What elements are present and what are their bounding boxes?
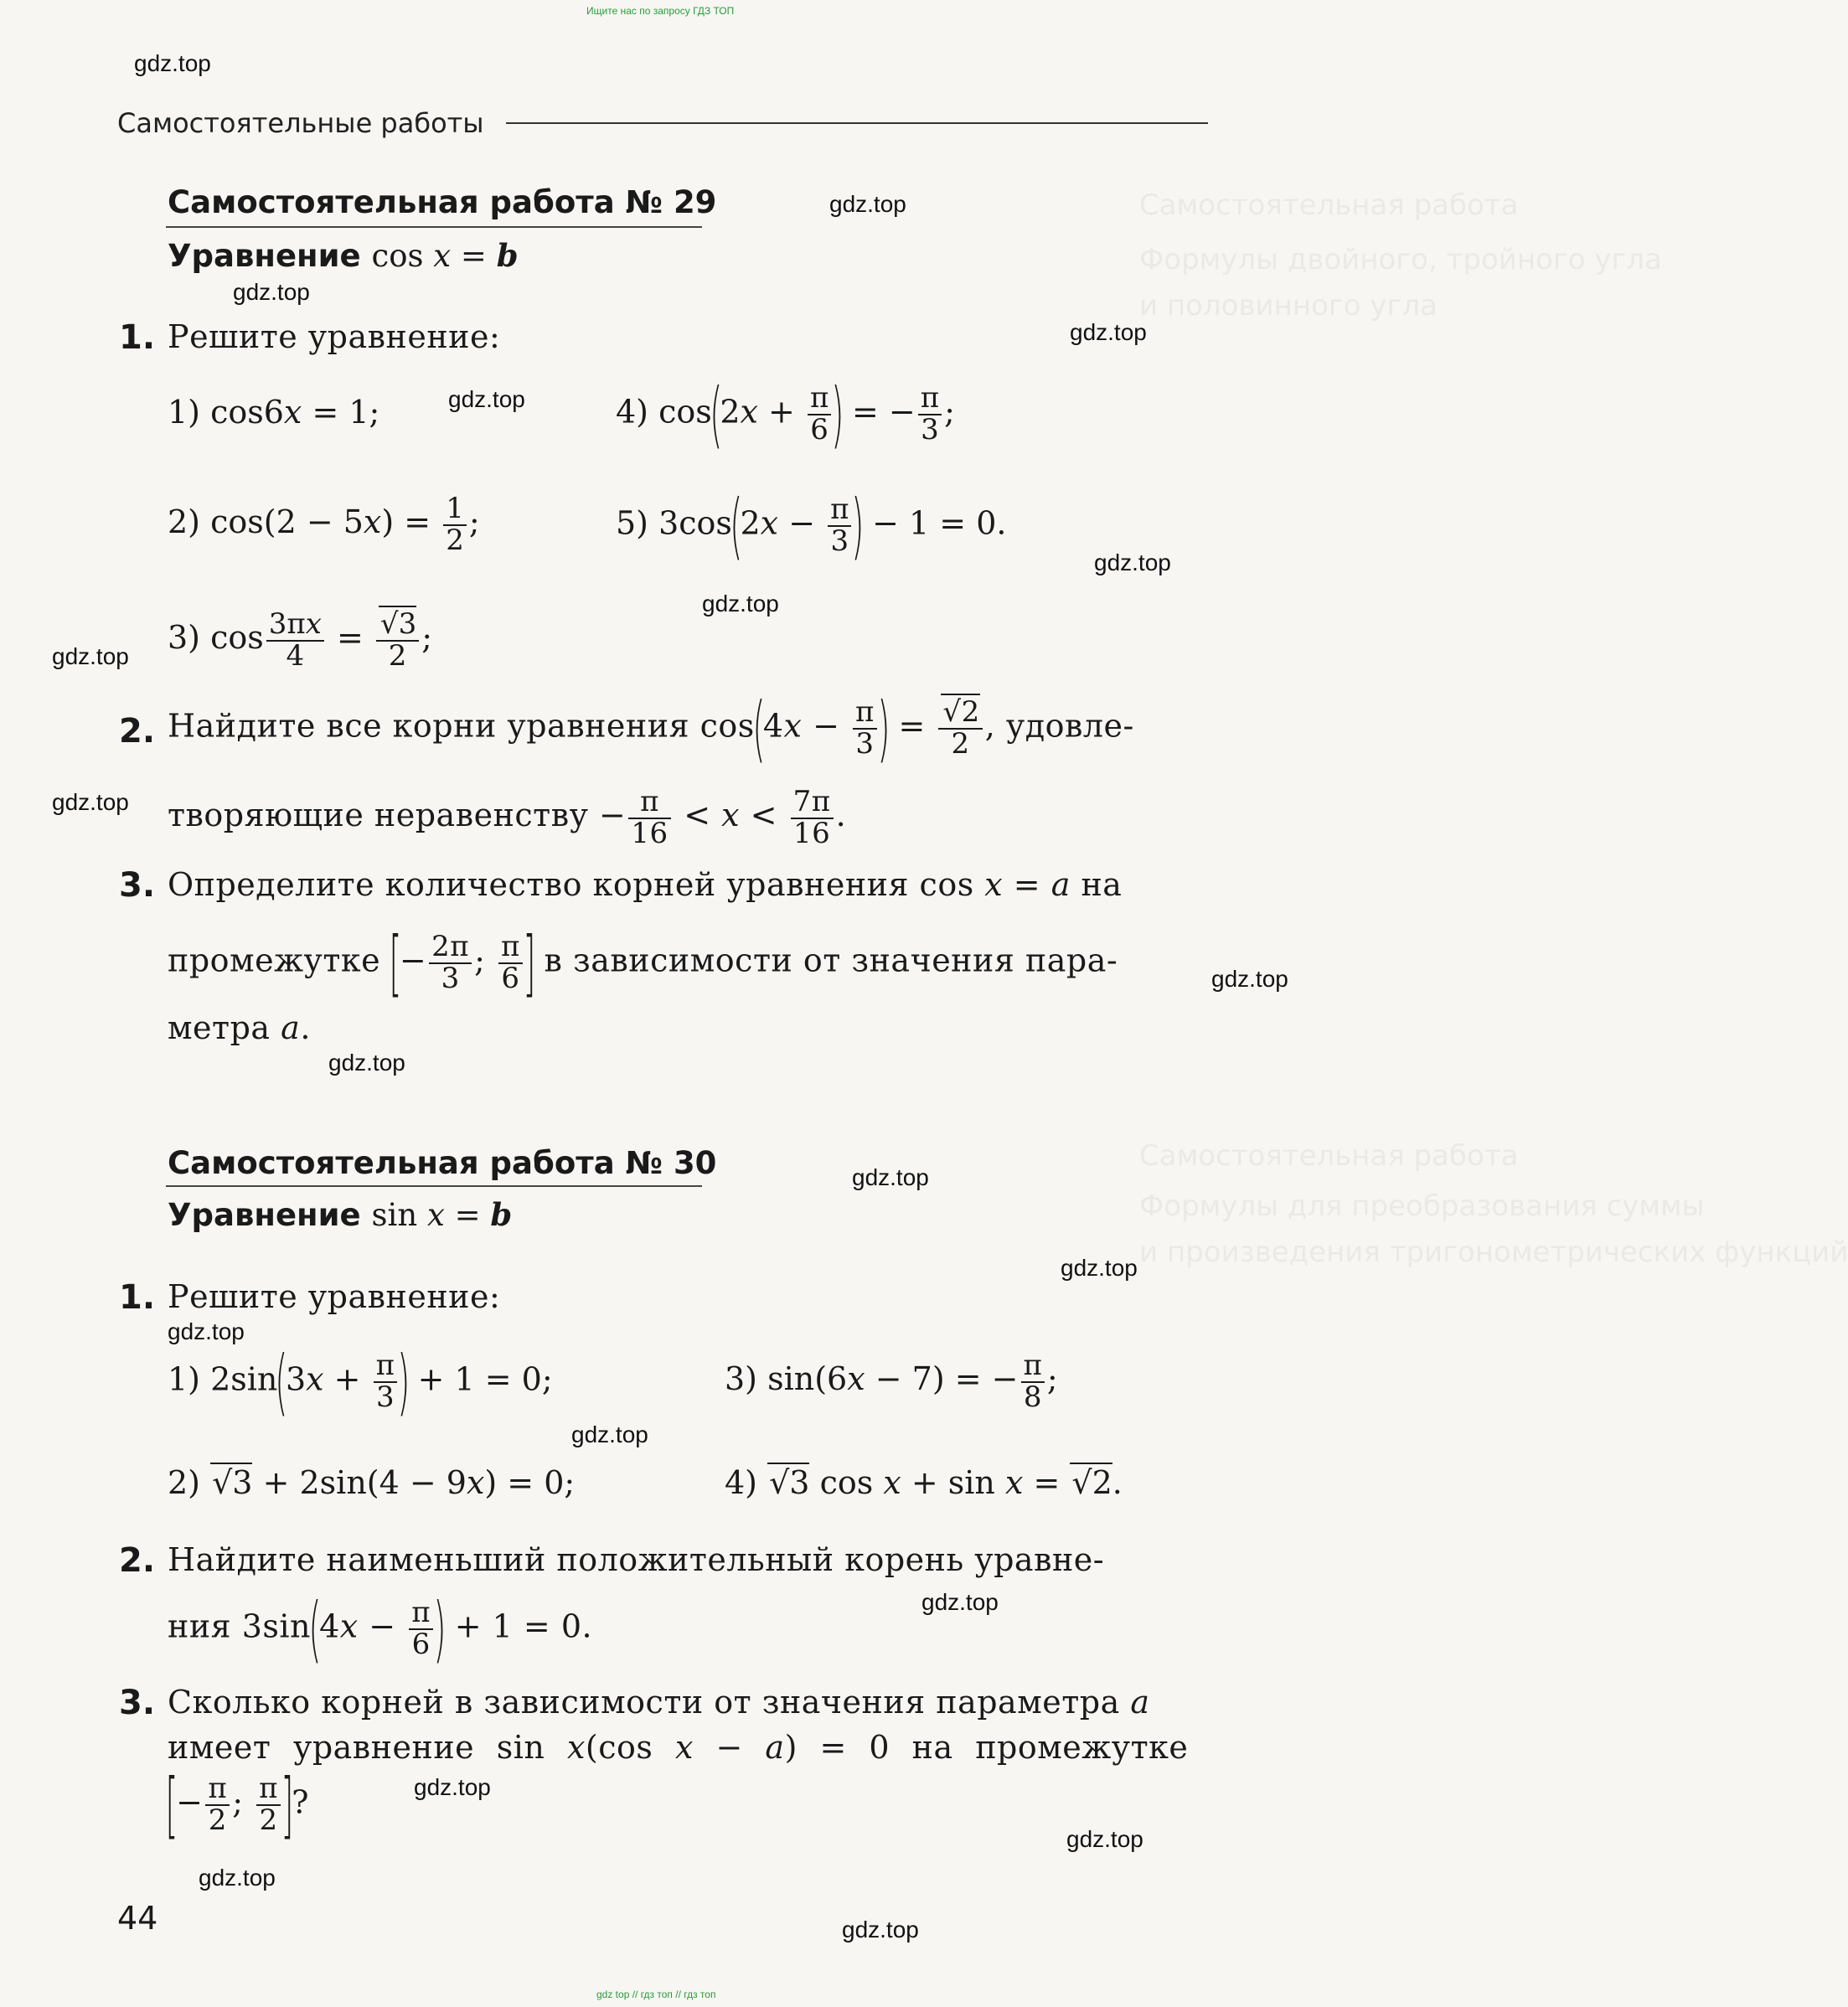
task-line: имеет уравнение — [168, 1729, 475, 1766]
subtitle-word: Уравнение — [168, 1197, 361, 1233]
task-text: [− $\frac{\pi}{2}$ ; $\frac{\pi}{2}$ ]? — [165, 1763, 309, 1847]
work-29-subtitle: Уравнение cos x = b — [168, 237, 519, 274]
watermark: gdz.top — [168, 1318, 245, 1344]
task-line: творяющие неравенству — [168, 797, 589, 834]
work-30-title: Самостоятельная работа № 30 — [168, 1145, 717, 1181]
watermark: gdz.top — [1211, 966, 1288, 992]
task-number: 3. — [119, 866, 156, 905]
watermark: gdz.top — [414, 1774, 491, 1800]
equation-1-4: 4) cos(2x + $\frac{\pi}{6}$ ) = − $\frac{\pi}{3}$ ; — [616, 373, 955, 457]
work-29-title: Самостоятельная работа № 29 — [168, 184, 717, 220]
task-text: метра a. — [168, 1009, 311, 1046]
task-text: Решите уравнение: — [168, 1278, 501, 1315]
watermark: gdz.top — [842, 1917, 919, 1943]
equation-2-1: 1) 2sin(3x + $\frac{\pi}{3}$ ) + 1 = 0; — [168, 1340, 553, 1424]
site-banner-bottom: gdz top // гдз топ // гдз топ — [596, 1989, 716, 2000]
equation-2-4: 4) √3 cos x + sin x = √2. — [725, 1464, 1123, 1501]
equation-1-3: 3) cos $\frac{3\pi x}{4}$ = $\frac{√3}{2}$ ; — [168, 607, 433, 673]
page-number: 44 — [117, 1900, 158, 1937]
task-text: ния 3sin(4x − $\frac{\pi}{6}$ ) + 1 = 0. — [168, 1587, 593, 1671]
task-number: 2. — [119, 1541, 156, 1580]
task-text: Найдите все корни уравнения cos(4x − $\frac{\pi}{3}$ ) = $\frac{√2}{2}$ , удовле- — [168, 687, 1134, 771]
task-line: Сколько корней в зависимости от значения параметра — [168, 1684, 1120, 1721]
watermark: gdz.top — [52, 643, 129, 669]
equation-1-1: 1) cos6x = 1; — [168, 394, 380, 431]
task-number: 3. — [119, 1684, 156, 1722]
task-line: Определите количество корней уравнения — [168, 866, 909, 903]
task-line: в зависимости от значения пара- — [544, 942, 1118, 979]
task-line: Найдите все корни уравнения — [168, 707, 690, 745]
ghost-line: Самостоятельная работа — [1139, 188, 1519, 222]
watermark: gdz.top — [52, 789, 129, 815]
ghost-line: и произведения тригонометрических функций — [1139, 1236, 1848, 1269]
equation-1-2: 2) cos(2 − 5x) = $\frac{1}{2}$ ; — [168, 492, 480, 557]
task-line: промежутке — [168, 942, 381, 979]
equation-2-2: 2) √3 + 2sin(4 − 9x) = 0; — [168, 1464, 576, 1501]
subtitle-word: Уравнение — [168, 238, 361, 274]
watermark: gdz.top — [829, 191, 906, 217]
task-line: метра — [168, 1009, 271, 1046]
watermark: gdz.top — [1061, 1255, 1138, 1281]
watermark: gdz.top — [448, 386, 525, 412]
ghost-line: Самостоятельная работа — [1139, 1139, 1519, 1173]
title-underline — [166, 226, 702, 228]
task-text: Решите уравнение: — [168, 318, 501, 355]
task-text: Сколько корней в зависимости от значения параметра a — [168, 1684, 1150, 1721]
work-30-subtitle: Уравнение sin x = b — [168, 1196, 513, 1233]
watermark: gdz.top — [852, 1164, 929, 1190]
watermark: gdz.top — [1094, 549, 1171, 575]
ghost-line: и половинного угла — [1139, 289, 1438, 322]
equation-2-3: 3) sin(6x − 7) = − $\frac{\pi}{8}$ ; — [725, 1349, 1058, 1414]
watermark: gdz.top — [1070, 319, 1147, 345]
watermark: gdz.top — [1066, 1826, 1143, 1852]
title-underline — [166, 1185, 702, 1187]
watermark: gdz.top — [233, 279, 310, 305]
running-header: Самостоятельные работы — [117, 107, 484, 139]
task-text: имеет уравнение sin x(cos x − a) = 0 на промежутке — [168, 1729, 1189, 1766]
watermark: gdz.top — [134, 50, 211, 76]
site-banner-top: Ищите нас по запросу ГДЗ ТОП — [586, 5, 735, 17]
header-rule — [506, 122, 1208, 124]
watermark: gdz.top — [921, 1589, 999, 1615]
task-text: Определите количество корней уравнения cos x = a на — [168, 866, 1123, 903]
watermark: gdz.top — [199, 1865, 276, 1891]
task-line: на промежутке — [911, 1729, 1189, 1766]
task-line: ния — [168, 1607, 232, 1645]
equation-1-5: 5) 3cos(2x − $\frac{\pi}{3}$ ) − 1 = 0. — [616, 484, 1007, 568]
watermark: gdz.top — [702, 591, 779, 617]
task-number: 2. — [119, 712, 156, 751]
task-number: 1. — [119, 318, 156, 357]
task-text: Найдите наименьший положительный корень уравне- — [168, 1541, 1105, 1578]
ghost-line: Формулы для преобразования суммы — [1139, 1189, 1705, 1223]
task-text: творяющие неравенству − $\frac{\pi}{16}$ < x < $\frac{7\pi}{16}$ . — [168, 785, 847, 850]
watermark: gdz.top — [571, 1421, 648, 1447]
task-number: 1. — [119, 1278, 156, 1317]
watermark: gdz.top — [328, 1050, 405, 1076]
task-text: промежутке [− $\frac{2\pi}{3}$ ; $\frac{\pi}{6}$ ] в зависимости от значения пара- — [168, 921, 1118, 1005]
ghost-line: Формулы двойного, тройного угла — [1139, 243, 1662, 276]
